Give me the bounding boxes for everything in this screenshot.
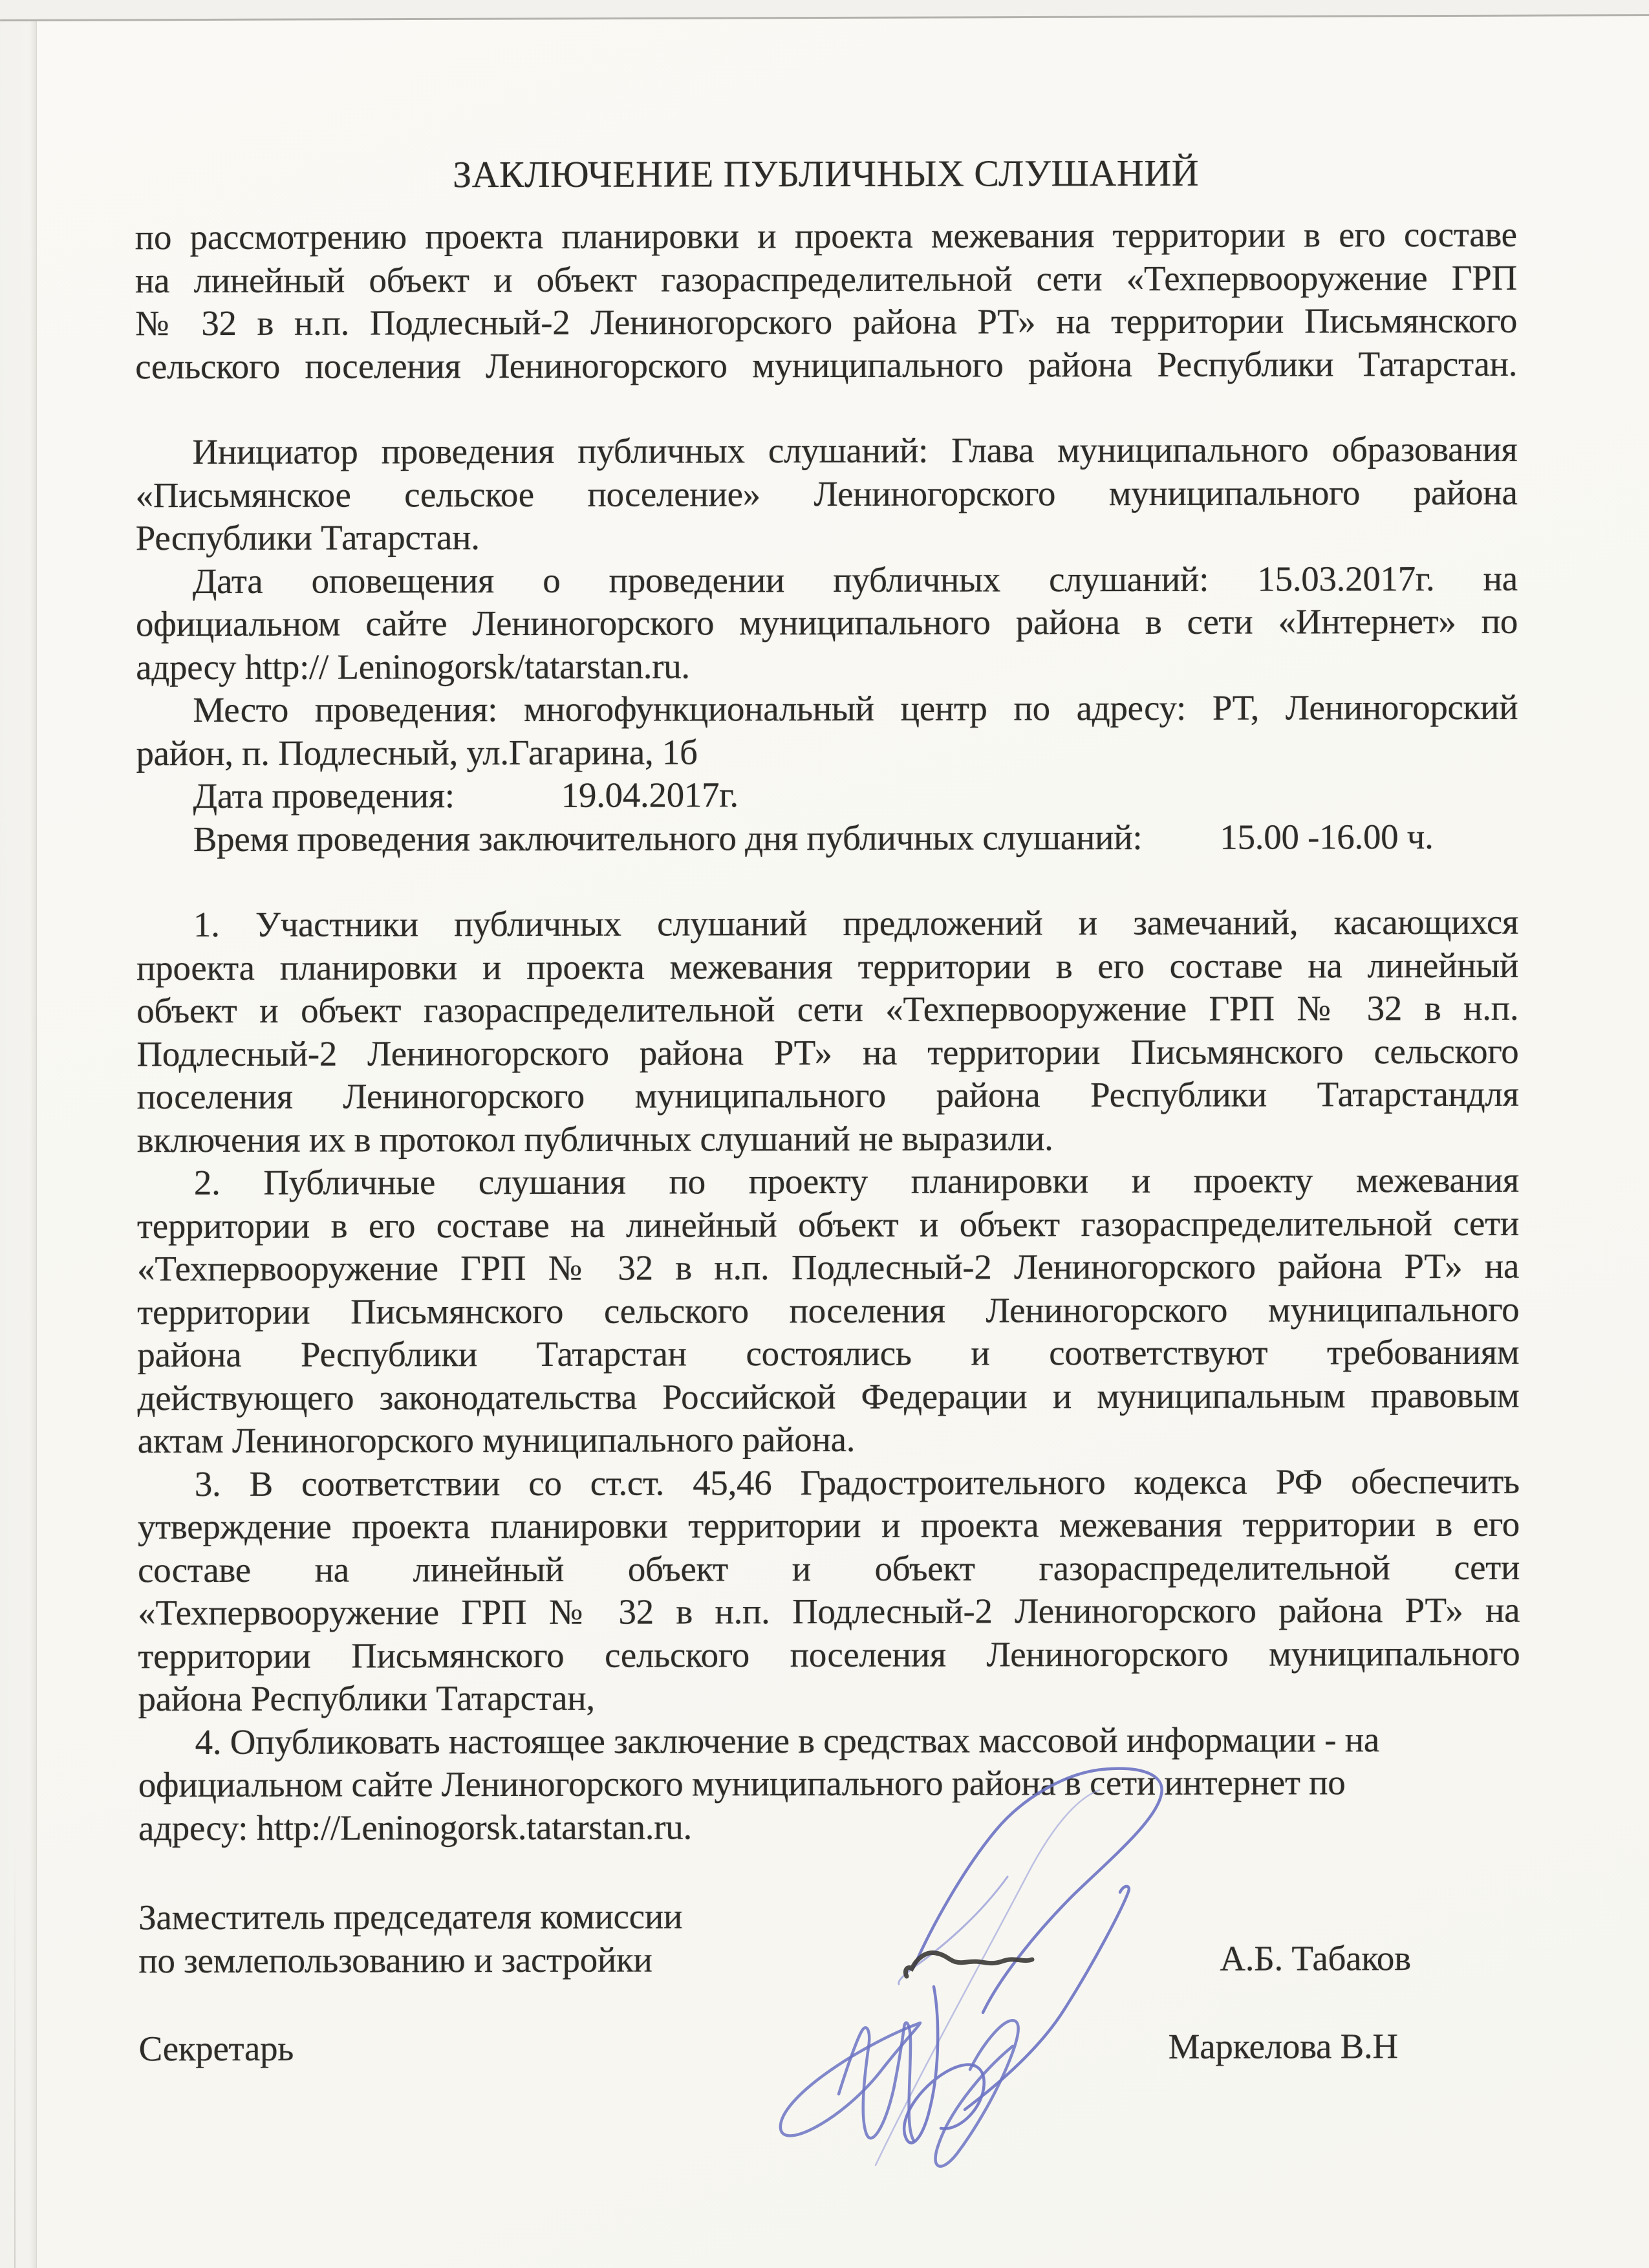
text-line: «Техпервооружение ГРП № 32 в н.п. Подлесный-2 Лениногорского района РТ» на <box>138 1590 1520 1633</box>
text-line: объект и объект газораспределительной сети «Техпервооружение ГРП № 32 в н.п. <box>136 988 1519 1031</box>
secretary-role: Секретарь <box>138 2028 294 2069</box>
text-line: территории в его составе на линейный объект и объект газораспределительной сети <box>136 1203 1520 1246</box>
document-body <box>135 0 1521 2071</box>
secretary-name: Маркелова В.Н <box>1168 2026 1398 2066</box>
document-paragraphs <box>135 213 1520 1850</box>
text-line: 2. Публичные слушания по проекту планировки и проекту межевания <box>193 1160 1519 1203</box>
text-line: Республики Татарстан. <box>135 517 480 558</box>
text-line: Место проведения: многофункциональный центр по адресу: РТ, Лениногорский <box>193 687 1518 730</box>
paragraph-item-1 <box>136 901 1519 1161</box>
paragraph-preamble <box>135 213 1518 388</box>
secretary-signature-row <box>139 2025 1521 2071</box>
text-line: сельского поселения Лениногорского муниципального района Республики Татарстан. <box>135 343 1518 386</box>
deputy-name: А.Б. Табаков <box>1220 1938 1411 1978</box>
text-line: района Республики Татарстан, <box>138 1678 595 1719</box>
text-line: 3. В соответствии со ст.ст. 45,46 Градостроительного кодекса РФ обеспечить <box>194 1461 1520 1504</box>
text-line: на линейный объект и объект газораспределительной сети «Техпервооружение ГРП <box>135 257 1517 300</box>
paragraph-event-date <box>136 772 1518 818</box>
text-line: территории Письмянского сельского поселения Лениногорского муниципального <box>137 1289 1520 1332</box>
paragraph-notice-date <box>136 557 1518 689</box>
text-line: территории Письмянского сельского поселения Лениногорского муниципального <box>138 1633 1520 1676</box>
paragraph-event-time <box>136 815 1518 861</box>
text-line: Инициатор проведения публичных слушаний: Глава муниципального образования <box>192 429 1518 472</box>
text-line: официальном сайте Лениногорского муниципального района в сети «Интернет» по <box>135 601 1518 644</box>
text-line: района Республики Татарстан состоялись и соответствуют требованиям <box>137 1332 1520 1375</box>
text-line: 4. Опубликовать настоящее заключение в средствах массовой информации - на <box>195 1719 1379 1762</box>
text-line: Дата оповещения о проведении публичных слушаний: 15.03.2017г. на <box>192 558 1518 601</box>
text-line: действующего законодательства Российской Федерации и муниципальным правовым <box>137 1375 1520 1418</box>
text-line: район, п. Подлесный, ул.Гагарина, 1б <box>136 731 698 773</box>
text-line: актам Лениногорского муниципального района. <box>137 1419 856 1461</box>
text-line: № 32 в н.п. Подлесный-2 Лениногорского района РТ» на территории Письмянского <box>135 300 1518 343</box>
text-line: официальном сайте Лениногорского муниципального района в сети интернет по <box>138 1762 1346 1805</box>
text-line: Подлесный-2 Лениногорского района РТ» на территории Письмянского сельского <box>136 1031 1519 1074</box>
paragraph-initiator <box>135 428 1517 560</box>
text-line: составе на линейный объект и объект газораспределительной сети <box>138 1547 1520 1590</box>
deputy-signature-row <box>138 1894 1520 1982</box>
text-line: «Техпервооружение ГРП № 32 в н.п. Подлесный-2 Лениногорского района РТ» на <box>137 1246 1520 1289</box>
text-line: адресу: http://Leninogorsk.tatarstan.ru. <box>138 1806 692 1848</box>
paragraph-item-4 <box>138 1718 1520 1850</box>
paragraph-venue <box>136 686 1518 775</box>
paragraph-item-2 <box>137 1159 1520 1463</box>
tab-gap <box>455 806 561 807</box>
text-line: адресу http:// Leninogorsk/tatarstan.ru. <box>136 645 690 687</box>
document-title: ЗАКЛЮЧЕНИЕ ПУБЛИЧНЫХ СЛУШАНИЙ <box>453 151 1200 196</box>
signature-block <box>138 1894 1521 2071</box>
paragraph-item-3 <box>138 1460 1520 1720</box>
deputy-role-line-2: по землепользованию и застройки <box>138 1939 652 1980</box>
text-line: проекта планировки и проекта межевания территории в его составе на линейный <box>136 945 1519 988</box>
text-line: «Письмянское сельское поселение» Лениногорского муниципального района <box>135 472 1518 515</box>
text-line: 1. Участники публичных слушаний предложений и замечаний, касающихся <box>193 902 1519 945</box>
scan-edge-artifact <box>14 1843 16 2268</box>
text-line: Время проведения заключительного дня публичных слушаний: 15.00 -16.00 ч. <box>193 816 1434 859</box>
text-line: поселения Лениногорского муниципального района Республики Татарстандля <box>136 1074 1519 1117</box>
text-line: включения их в протокол публичных слушаний не выразили. <box>136 1118 1053 1160</box>
deputy-role-line-1: Заместитель председателя комиссии <box>138 1896 683 1938</box>
text-line: по рассмотрению проекта планировки и проекта межевания территории в его составе <box>135 214 1517 257</box>
text-line: Дата проведения: 19.04.2017г. <box>193 775 738 816</box>
text-line: утверждение проекта планировки территории и проекта межевания территории в его <box>137 1504 1520 1547</box>
scan-edge-left <box>0 0 37 2268</box>
